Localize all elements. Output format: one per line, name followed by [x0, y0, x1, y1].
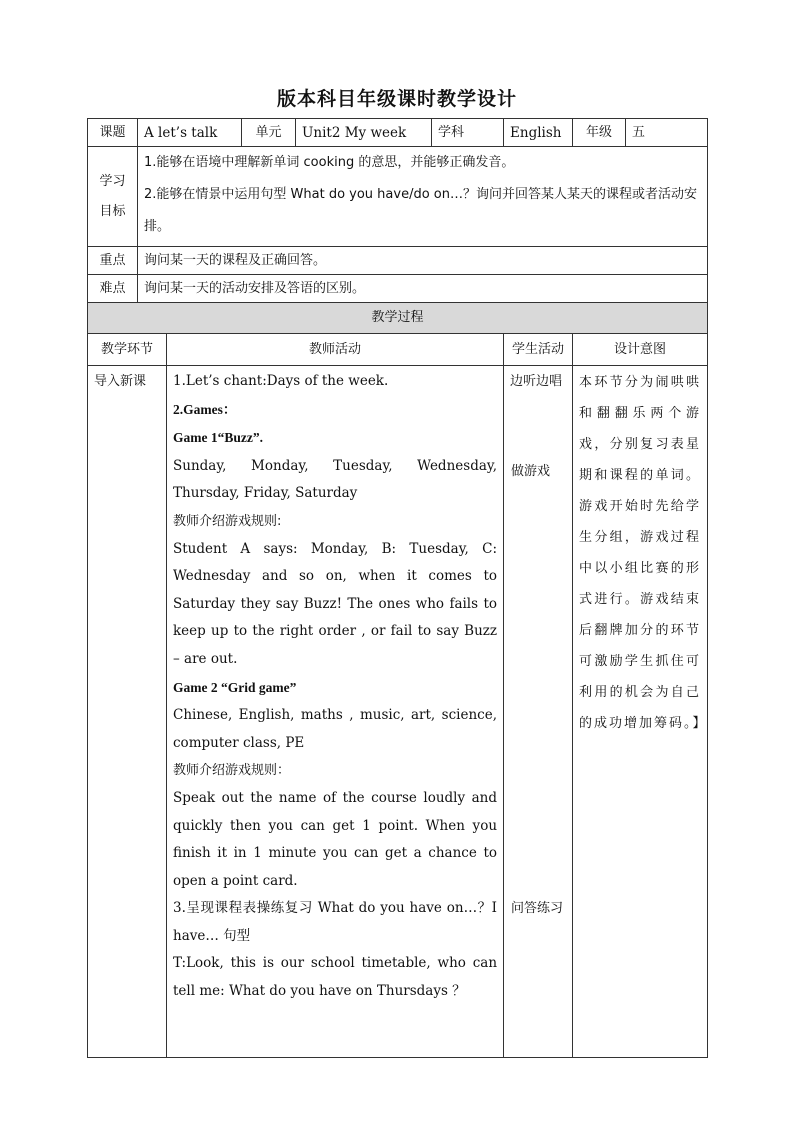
teacher-line-chant: 1.Let’s chant:Days of the week. [173, 373, 389, 389]
difficult-point-label: 难点 [88, 275, 138, 303]
teacher-line-question: T:Look, this is our school timetable, who can tell me: What do you have on Thursdays ？ [173, 955, 498, 1000]
subject-label: 学科 [432, 119, 504, 147]
topic-value: A let’s talk [138, 119, 242, 147]
teacher-line-timetable: 3.呈现课程表操练复习 What do you have on…？I have… 句型 [173, 900, 498, 944]
objectives-label-line1: 学习 [99, 173, 126, 189]
difficult-point-value: 询问某一天的活动安排及答语的区别。 [138, 275, 708, 303]
lesson-row [88, 366, 708, 1058]
student-activity-1: 边听边唱 [510, 374, 563, 389]
student-activity-cell [504, 366, 573, 1058]
process-header: 教学过程 [88, 303, 708, 334]
objectives-label [88, 147, 138, 247]
intent-column-header: 设计意图 [573, 334, 708, 366]
key-point-row [88, 247, 708, 275]
teacher-line-days: Sunday, Monday, Tuesday, Wednesday, Thursday, Friday, Saturday [173, 457, 498, 502]
subject-value: English [504, 119, 573, 147]
teacher-line-rules-1: 教师介绍游戏规则: [173, 513, 282, 529]
student-activity-3: 问答练习 [511, 901, 564, 916]
student-column-header: 学生活动 [504, 334, 573, 366]
teacher-activity-cell [167, 366, 504, 1058]
key-point-value: 询问某一天的课程及正确回答。 [138, 247, 708, 275]
stage-column-header: 教学环节 [88, 334, 167, 366]
stage-cell: 导入新课 [88, 366, 167, 1058]
objective-item-1: 1.能够在语境中理解新单词 cooking 的意思，并能够正确发音。 [144, 155, 515, 170]
teacher-line-grid-rules: Speak out the name of the course loudly and quickly then you can get 1 point. When you finish it in 1 minute you can get a chance to open a point card. [173, 789, 498, 889]
teacher-line-games [173, 396, 497, 425]
objective-item-2: 2.能够在情景中运用句型 What do you have/do on…？询问并回答某人某天的课程或者活动安排。 [144, 187, 697, 234]
game1-heading: Game 1“Buzz”. [173, 430, 263, 446]
game2-heading: Game 2 “Grid game” [173, 679, 297, 695]
objectives-row [88, 147, 708, 247]
topic-label: 课题 [88, 119, 138, 147]
teacher-line-game1 [173, 424, 497, 453]
teacher-line-rules-2: 教师介绍游戏规则： [173, 763, 291, 779]
header-row [88, 119, 708, 147]
unit-label: 单元 [242, 119, 296, 147]
unit-value: Unit2 My week [296, 119, 432, 147]
teacher-line-buzz-rules: Student A says: Monday, B: Tuesday, C: Wednesday and so on, when it comes to Saturday they say Buzz! The ones who fails to keep up to the right order , or fail to say Buzz – are out. [173, 540, 498, 667]
column-header-row [88, 334, 708, 366]
objectives-content [138, 147, 708, 247]
teacher-line-subjects: Chinese, English, maths , music, art, science, computer class, PE [173, 707, 498, 751]
student-activity-2: 做游戏 [511, 464, 551, 479]
games-heading: 2.Games： [173, 401, 237, 417]
page-title: 版本科目年级课时教学设计 [276, 88, 517, 110]
key-point-label: 重点 [88, 247, 138, 275]
objectives-label-line2: 目标 [99, 203, 126, 219]
teacher-line-game2 [173, 674, 497, 703]
design-intent-text: 本环节分为闹哄哄和翻翻乐两个游戏，分别复习表星期和课程的单词。游戏开始时先给学生分组，游戏过程中以小组比赛的形式进行。游戏结束后翻牌加分的环节可激励学生抓住可利用的机会为自己的成功增加筹码。】 [579, 375, 708, 731]
teacher-column-header: 教师活动 [167, 334, 504, 366]
process-header-row [88, 303, 708, 334]
grade-label: 年级 [573, 119, 626, 147]
design-intent-cell [573, 366, 708, 1058]
lesson-plan-table [87, 118, 708, 1058]
grade-value: 五 [626, 119, 708, 147]
difficult-point-row [88, 275, 708, 303]
